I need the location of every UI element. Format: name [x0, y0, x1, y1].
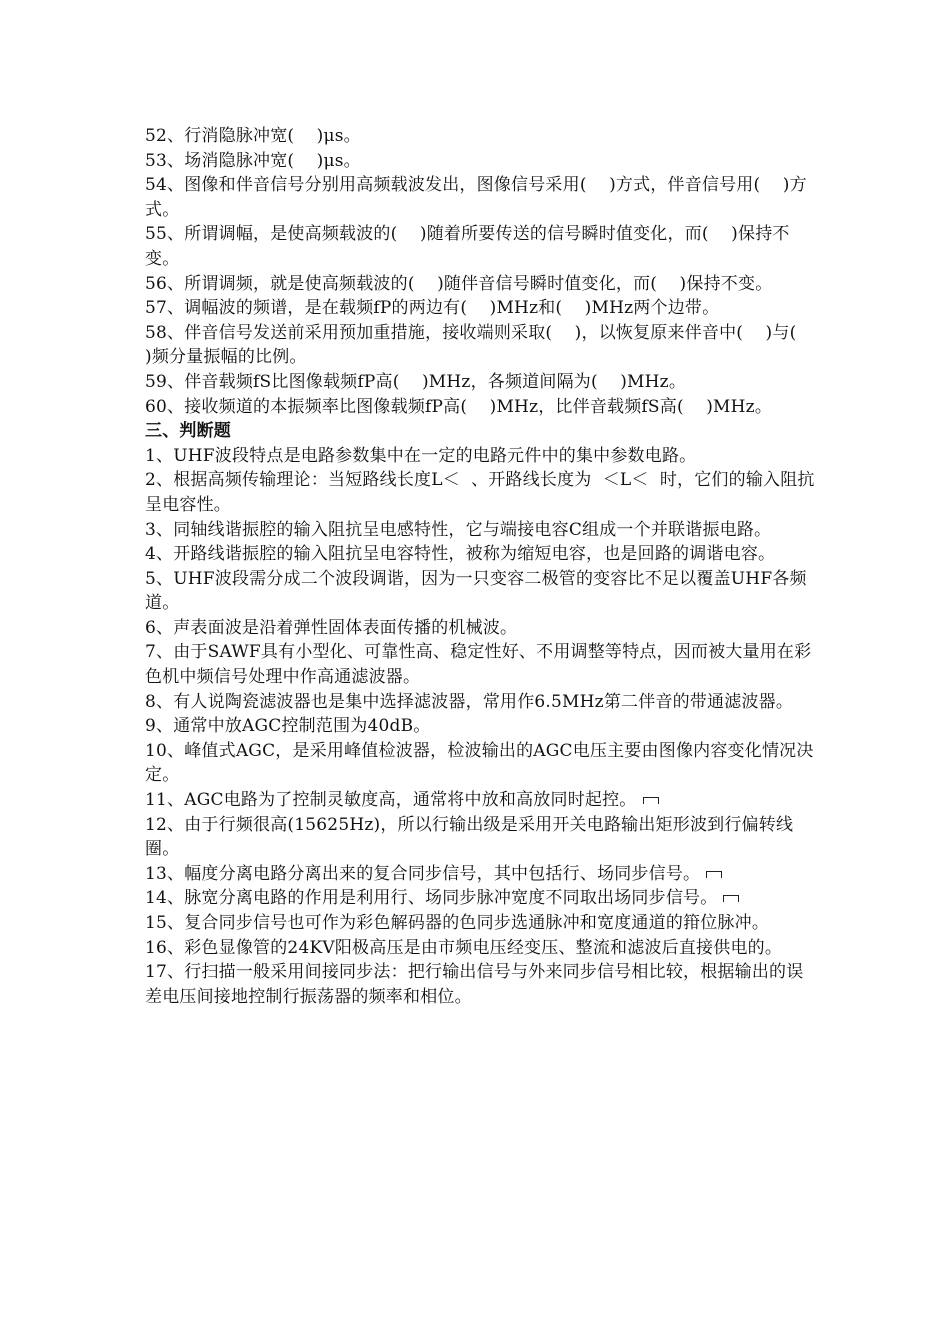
judge-item-11 — [145, 788, 815, 813]
judge-item-14 — [145, 886, 815, 911]
judge-item-text: 2、根据高频传输理论：当短路线长度L＜ 、开路线长度为 ＜L＜ 时，它们的输入阻抗呈电容性。 — [145, 470, 815, 515]
judge-item-text: 3、同轴线谐振腔的输入阻抗呈电感特性，它与端接电容C组成一个并联谐振电路。 — [145, 519, 772, 540]
judge-item-text: 9、通常中放AGC控制范围为40dB。 — [145, 716, 431, 737]
judge-item-text: 10、峰值式AGC，是采用峰值检波器，检波输出的AGC电压主要由图像内容变化情况决定。 — [145, 740, 814, 786]
judge-item-text: 7、由于SAWF具有小型化、可靠性高、稳定性好、不用调整等特点，因而被大量用在彩色机中频信号处理中作高通滤波器。 — [145, 642, 812, 688]
fill-in-questions — [145, 124, 819, 419]
judge-item-16 — [145, 936, 815, 961]
judge-item-17 — [145, 960, 815, 1009]
judge-item-text: 11、AGC电路为了控制灵敏度高，通常将中放和高放同时起控。 — [145, 790, 637, 811]
judge-item-text: 17、行扫描一般采用间接同步法：把行输出信号与外来同步信号相比较，根据输出的误差电压间接地控制行振荡器的频率和相位。 — [145, 962, 804, 1007]
document-body — [145, 124, 819, 1009]
judge-item-13 — [145, 862, 815, 887]
judge-item-12 — [145, 813, 815, 862]
judge-item-1 — [145, 444, 815, 469]
question-52: 52、行消隐脉冲宽( )μs。 — [145, 126, 361, 146]
question-57: 57、调幅波的频谱，是在载频fP的两边有( )MHz和( )MHz两个边带。 — [145, 298, 720, 319]
judge-item-3 — [145, 518, 815, 543]
judge-item-text: 1、UHF波段特点是电路参数集中在一定的电路元件中的集中参数电路。 — [145, 445, 697, 466]
judge-item-2 — [145, 468, 815, 517]
question-58: 58、伴音信号发送前采用预加重措施，接收端则采取( )，以恢复原来伴音中( )与( )频分量振幅的比例。 — [145, 322, 819, 368]
judge-item-text: 4、开路线谐振腔的输入阻抗呈电容特性，被称为缩短电容，也是回路的调谐电容。 — [145, 544, 776, 565]
judge-item-9 — [145, 714, 815, 739]
question-59: 59、伴音载频fS比图像载频fP高( )MHz，各频道间隔为( )MHz。 — [145, 371, 687, 392]
question-55: 55、所谓调幅，是使高频载波的( )随着所要传送的信号瞬时值变化，而( )保持不变。 — [145, 224, 790, 269]
judge-item-6 — [145, 616, 815, 641]
question-54: 54、图像和伴音信号分别用高频载波发出，图像信号采用( )方式，伴音信号用( )方式。 — [145, 175, 807, 220]
question-56: 56、所谓调频，就是使高频载波的( )随伴音信号瞬时值变化，而( )保持不变。 — [145, 273, 773, 294]
answer-bracket-icon — [706, 871, 722, 878]
judge-item-4 — [145, 542, 815, 567]
judge-item-15 — [145, 911, 815, 936]
answer-bracket-icon — [643, 797, 659, 804]
judge-item-text: 16、彩色显像管的24KV阳极高压是由市频电压经变压、整流和滤波后直接供电的。 — [145, 937, 783, 958]
question-53: 53、场消隐脉冲宽( )μs。 — [145, 150, 361, 171]
judge-item-text: 5、UHF波段需分成二个波段调谐，因为一只变容二极管的变容比不足以覆盖UHF各频道。 — [145, 568, 807, 614]
judge-item-8 — [145, 690, 815, 715]
judge-item-text: 12、由于行频很高(15625Hz)，所以行输出级是采用开关电路输出矩形波到行偏转线圈。 — [145, 814, 794, 860]
section-heading: 三、判断题 — [145, 421, 231, 442]
judge-item-text: 6、声表面波是沿着弹性固体表面传播的机械波。 — [145, 617, 518, 638]
judge-item-text: 13、幅度分离电路分离出来的复合同步信号，其中包括行、场同步信号。 — [145, 863, 701, 884]
judge-item-10 — [145, 739, 815, 788]
question-60: 60、接收频道的本振频率比图像载频fP高( )MHz，比伴音载频fS高( )MHz。 — [145, 396, 773, 417]
judge-item-5 — [145, 567, 815, 616]
answer-bracket-icon — [723, 895, 739, 902]
judge-item-7 — [145, 640, 815, 689]
judge-item-text: 8、有人说陶瓷滤波器也是集中选择滤波器，常用作6.5MHz第二伴音的带通滤波器。 — [145, 691, 794, 712]
judge-item-text: 14、脉宽分离电路的作用是利用行、场同步脉冲宽度不同取出场同步信号。 — [145, 888, 718, 909]
judge-item-text: 15、复合同步信号也可作为彩色解码器的色同步选通脉冲和宽度通道的箝位脉冲。 — [145, 913, 770, 933]
true-false-questions — [145, 444, 815, 1010]
